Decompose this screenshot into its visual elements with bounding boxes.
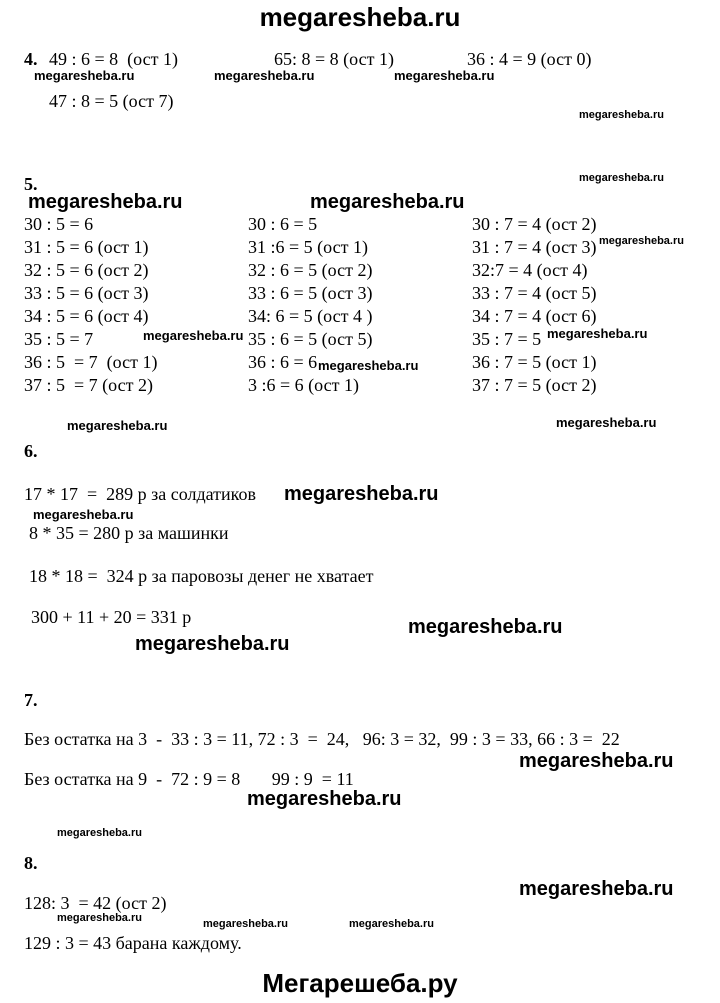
task-5-col3-row2: 31 : 7 = 4 (ост 3) bbox=[472, 237, 597, 257]
watermark-large: megaresheba.ru bbox=[247, 788, 402, 810]
task-5-col2-row5: 34: 6 = 5 (ост 4 ) bbox=[248, 306, 373, 326]
watermark-large: megaresheba.ru bbox=[519, 750, 674, 772]
footer-site-name: Мегарешеба.ру bbox=[262, 968, 458, 998]
task-5-col1-row2: 31 : 5 = 6 (ост 1) bbox=[24, 237, 149, 257]
task-6-line-1: 17 * 17 = 289 р за солдатиков bbox=[24, 484, 256, 504]
watermark: megaresheba.ru bbox=[57, 912, 142, 924]
task-5-col3-row4: 33 : 7 = 4 (ост 5) bbox=[472, 283, 597, 303]
task-5-col1-row4: 33 : 5 = 6 (ост 3) bbox=[24, 283, 149, 303]
watermark-large: megaresheba.ru bbox=[310, 191, 465, 213]
task-8-number: 8. bbox=[24, 853, 38, 873]
task-4-eq-4: 47 : 8 = 5 (ост 7) bbox=[49, 91, 174, 111]
task-5-col2-row6: 35 : 6 = 5 (ост 5) bbox=[248, 329, 373, 349]
watermark: megaresheba.ru bbox=[394, 68, 495, 83]
task-7-line-2: Без остатка на 9 - 72 : 9 = 8 99 : 9 = 11 bbox=[24, 769, 354, 789]
watermark: megaresheba.ru bbox=[349, 918, 434, 930]
watermark: megaresheba.ru bbox=[67, 418, 168, 433]
task-6-number: 6. bbox=[24, 441, 38, 461]
task-5-col1-row3: 32 : 5 = 6 (ост 2) bbox=[24, 260, 149, 280]
task-5-col2-row7: 36 : 6 = 6 bbox=[248, 352, 318, 372]
task-5-col3-row5: 34 : 7 = 4 (ост 6) bbox=[472, 306, 597, 326]
task-5-col2-row1: 30 : 6 = 5 bbox=[248, 214, 318, 234]
watermark: megaresheba.ru bbox=[214, 68, 315, 83]
watermark: megaresheba.ru bbox=[547, 326, 648, 341]
header-site-name: megaresheba.ru bbox=[259, 2, 461, 32]
task-6-line-2: 8 * 35 = 280 р за машинки bbox=[29, 523, 229, 543]
watermark: megaresheba.ru bbox=[33, 507, 134, 522]
watermark: megaresheba.ru bbox=[203, 918, 288, 930]
task-5-col2-row8: 3 :6 = 6 (ост 1) bbox=[248, 375, 359, 395]
task-4-number: 4. bbox=[24, 49, 38, 69]
task-6-line-4: 300 + 11 + 20 = 331 р bbox=[31, 607, 192, 627]
watermark-large: megaresheba.ru bbox=[135, 633, 290, 655]
task-5-col1-row1: 30 : 5 = 6 bbox=[24, 214, 94, 234]
task-5-col1-row5: 34 : 5 = 6 (ост 4) bbox=[24, 306, 149, 326]
watermark-large: megaresheba.ru bbox=[408, 616, 563, 638]
watermark-large: megaresheba.ru bbox=[519, 878, 674, 900]
task-8-line-2: 129 : 3 = 43 барана каждому. bbox=[24, 933, 242, 953]
task-7-number: 7. bbox=[24, 690, 38, 710]
watermark: megaresheba.ru bbox=[579, 109, 664, 121]
task-7-line-1: Без остатка на 3 - 33 : 3 = 11, 72 : 3 = 24, 96: 3 = 32, 99 : 3 = 33, 66 : 3 = 22 bbox=[24, 729, 620, 749]
task-6-line-3: 18 * 18 = 324 р за паровозы денег не хватает bbox=[29, 566, 374, 586]
watermark-large: megaresheba.ru bbox=[28, 191, 183, 213]
task-5-col2-row3: 32 : 6 = 5 (ост 2) bbox=[248, 260, 373, 280]
task-5-col3-row3: 32:7 = 4 (ост 4) bbox=[472, 260, 588, 280]
watermark: megaresheba.ru bbox=[57, 827, 142, 839]
task-5-col3-row7: 36 : 7 = 5 (ост 1) bbox=[472, 352, 597, 372]
watermark: megaresheba.ru bbox=[318, 358, 419, 373]
task-5-col1-row7: 36 : 5 = 7 (ост 1) bbox=[24, 352, 158, 372]
watermark: megaresheba.ru bbox=[34, 68, 135, 83]
task-4-eq-3: 36 : 4 = 9 (ост 0) bbox=[467, 49, 592, 69]
watermark-large: megaresheba.ru bbox=[284, 483, 439, 505]
task-5-col1-row8: 37 : 5 = 7 (ост 2) bbox=[24, 375, 153, 395]
task-4-eq-2: 65: 8 = 8 (ост 1) bbox=[274, 49, 394, 69]
task-5-number: 5. bbox=[24, 174, 38, 194]
task-5-col1-row6: 35 : 5 = 7 bbox=[24, 329, 94, 349]
task-4-eq-1: 49 : 6 = 8 (ост 1) bbox=[49, 49, 178, 69]
task-5-col3-row1: 30 : 7 = 4 (ост 2) bbox=[472, 214, 597, 234]
watermark: megaresheba.ru bbox=[579, 172, 664, 184]
task-5-col3-row6: 35 : 7 = 5 bbox=[472, 329, 542, 349]
watermark: megaresheba.ru bbox=[599, 235, 684, 247]
task-8-line-1: 128: 3 = 42 (ост 2) bbox=[24, 893, 167, 913]
watermark: megaresheba.ru bbox=[143, 328, 244, 343]
task-5-col2-row4: 33 : 6 = 5 (ост 3) bbox=[248, 283, 373, 303]
task-5-col3-row8: 37 : 7 = 5 (ост 2) bbox=[472, 375, 597, 395]
task-5-col2-row2: 31 :6 = 5 (ост 1) bbox=[248, 237, 368, 257]
watermark: megaresheba.ru bbox=[556, 415, 657, 430]
